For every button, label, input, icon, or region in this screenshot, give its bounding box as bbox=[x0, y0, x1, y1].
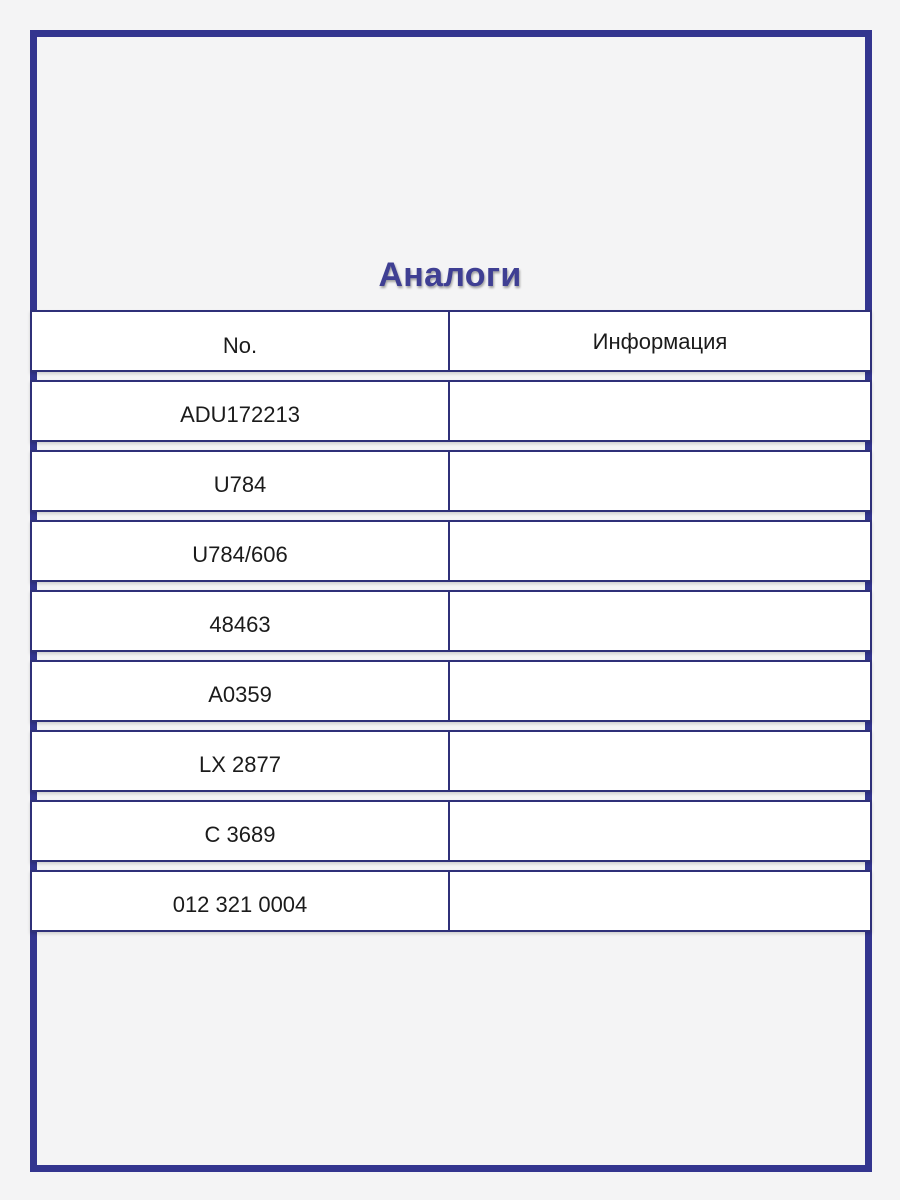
part-number-cell: 48463 bbox=[32, 592, 450, 650]
table-row bbox=[30, 380, 872, 442]
part-number-cell: A0359 bbox=[32, 662, 450, 720]
page-title: Аналоги bbox=[378, 256, 522, 294]
column-header-no: No. bbox=[32, 312, 450, 370]
table-row bbox=[30, 520, 872, 582]
info-cell bbox=[450, 662, 870, 720]
info-cell bbox=[450, 382, 870, 440]
part-number-cell: ADU172213 bbox=[32, 382, 450, 440]
table-row bbox=[30, 590, 872, 652]
part-number-cell: 012 321 0004 bbox=[32, 872, 450, 930]
info-cell bbox=[450, 592, 870, 650]
column-header-info: Информация bbox=[592, 329, 728, 354]
part-number-cell: C 3689 bbox=[32, 802, 450, 860]
part-number-cell: U784/606 bbox=[32, 522, 450, 580]
info-cell bbox=[450, 732, 870, 790]
info-cell bbox=[450, 872, 870, 930]
info-cell bbox=[450, 452, 870, 510]
table-row bbox=[30, 800, 872, 862]
info-cell bbox=[450, 522, 870, 580]
table-row bbox=[30, 730, 872, 792]
table-row bbox=[30, 450, 872, 512]
info-cell bbox=[450, 802, 870, 860]
table-row bbox=[30, 870, 872, 932]
part-number-cell: LX 2877 bbox=[32, 732, 450, 790]
part-number-cell: U784 bbox=[32, 452, 450, 510]
table-header-row bbox=[30, 310, 872, 372]
table-row bbox=[30, 660, 872, 722]
